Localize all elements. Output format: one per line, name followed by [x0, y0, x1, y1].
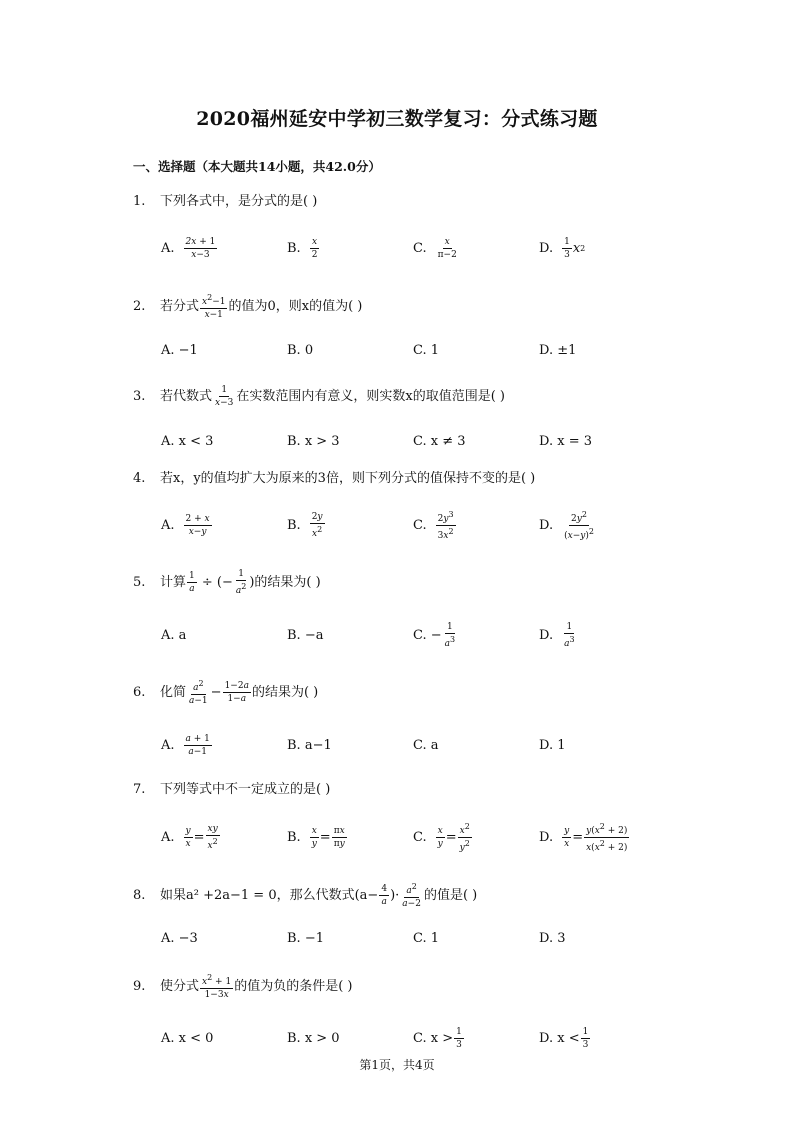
option-a[interactable]: A. −3 — [161, 930, 198, 946]
option-c[interactable]: C. x > $\frac{1}{3}$ — [413, 1026, 462, 1050]
question-7-options — [161, 822, 721, 852]
option-a[interactable]: A. $\frac{2x + 1}{x-3}$ — [161, 236, 216, 260]
fraction: $\frac{1}{a^3}$ — [564, 621, 575, 649]
fraction: $\frac{1}{3}$ — [564, 236, 570, 260]
fraction: $\frac{a^2}{a-1}$ — [189, 679, 208, 706]
option-a[interactable]: A. −1 — [161, 342, 198, 358]
question-1-options — [161, 233, 721, 263]
question-1-stem — [133, 192, 317, 212]
option-a[interactable]: A. x < 0 — [161, 1030, 214, 1046]
fraction: $\frac{1-2a}{1-a}$ — [224, 681, 249, 704]
option-b[interactable]: B. $\frac{2y}{x^2}$ — [287, 511, 323, 539]
section-heading: 一、选择题（本大题共14小题，共42.0分） — [133, 159, 381, 174]
question-3-stem: 3. 若代数式 $\frac{1}{x-3}$ 在实数范围内有意义，则实数x的取值范围是( ) — [133, 385, 505, 408]
page-title: 2020福州延安中学初三数学复习：分式练习题 — [196, 108, 598, 130]
fraction: $\frac{y}{x}$ — [564, 825, 570, 849]
option-c[interactable]: C. $\frac{x}{y}$ = $\frac{x^2}{y^2}$ — [413, 821, 470, 853]
question-6-options — [161, 730, 721, 760]
question-9-stem: 9. 使分式 $\frac{x^2 + 1}{1-3x}$ 的值为负的条件是( ) — [133, 973, 353, 1000]
fraction: $\frac{a + 1}{a-1}$ — [185, 733, 210, 757]
fraction: $\frac{\pi x}{\pi y}$ — [333, 825, 345, 849]
fraction: $\frac{x}{2}$ — [311, 236, 318, 260]
fraction: $\frac{2x + 1}{x-3}$ — [185, 236, 216, 260]
fraction: $\frac{xy}{x^2}$ — [207, 823, 218, 851]
option-c[interactable]: C. 1 — [413, 930, 440, 946]
option-d[interactable]: D. x < $\frac{1}{3}$ — [539, 1026, 589, 1050]
fraction: $\frac{1}{3}$ — [456, 1026, 462, 1050]
fraction: $\frac{1}{3}$ — [582, 1026, 589, 1050]
fraction: $\frac{2y^3}{3x^2}$ — [437, 509, 454, 541]
option-a[interactable]: A. $\frac{a + 1}{a-1}$ — [161, 733, 210, 757]
question-2-stem: 2. 若分式 $\frac{x^2-1}{x-1}$ 的值为0，则x的值为( ) — [133, 293, 363, 320]
option-d[interactable]: D. $\frac{1}{3}$ x 2 — [539, 236, 586, 260]
option-c[interactable]: C. $\frac{2y^3}{3x^2}$ — [413, 509, 454, 541]
fraction: $\frac{1}{a^2}$ — [235, 569, 247, 596]
fraction: $\frac{1}{x-3}$ — [215, 385, 234, 408]
fraction: $\frac{x^2}{y^2}$ — [459, 821, 470, 853]
fraction: $\frac{x}{y}$ — [437, 825, 443, 849]
option-a[interactable]: A. x < 3 — [161, 433, 214, 449]
page-footer: 第1页，共4页 — [359, 1058, 435, 1072]
option-d[interactable]: D. $\frac{y}{x}$ = $\frac{y(x^2 + 2)}{x(x^2 + 2)}$ — [539, 821, 628, 853]
question-4-options — [161, 510, 721, 540]
fraction: $\frac{4}{a}$ — [381, 884, 388, 907]
option-b[interactable]: B. −a — [287, 627, 324, 643]
option-c[interactable]: C. − $\frac{1}{a^3}$ — [413, 621, 456, 649]
fraction: $\frac{x^2-1}{x-1}$ — [202, 293, 226, 320]
fraction: $\frac{2 + x}{x-y}$ — [185, 513, 210, 537]
option-d[interactable]: D. ±1 — [539, 342, 577, 358]
option-b[interactable]: B. −1 — [287, 930, 324, 946]
fraction: $\frac{y(x^2 + 2)}{x(x^2 + 2)}$ — [586, 821, 628, 853]
question-4-stem: 4. 若x，y的值均扩大为原来的3倍，则下列分式的值保持不变的是( ) — [133, 471, 536, 486]
option-b[interactable]: B. 0 — [287, 342, 314, 358]
option-a[interactable]: A. $\frac{y}{x}$ = $\frac{xy}{x^2}$ — [161, 823, 218, 851]
question-8-options — [161, 923, 721, 953]
option-b[interactable]: B. $\frac{x}{y}$ = $\frac{\pi x}{\pi y}$ — [287, 825, 345, 849]
question-6-stem: 6. 化简 $\frac{a^2}{a-1}$ − $\frac{1-2a}{1-a}$ 的结果为( ) — [133, 679, 319, 706]
question-3-options — [161, 426, 721, 456]
fraction: $\frac{x}{y}$ — [311, 825, 317, 849]
option-b[interactable]: B. x > 3 — [287, 433, 340, 449]
option-d[interactable]: D. x = 3 — [539, 433, 592, 449]
option-a[interactable]: A. a — [161, 627, 187, 643]
option-c[interactable]: C. 1 — [413, 342, 440, 358]
fraction: $\frac{2y}{x^2}$ — [311, 511, 323, 539]
option-b[interactable]: B. x > 0 — [287, 1030, 340, 1046]
question-8-stem: 8. 如果a² +2a−1 = 0，那么代数式(a− $\frac{4}{a}$ )· $\frac{a^2}{a-2}$ 的值是( ) — [133, 882, 478, 909]
question-text: 下列各式中，是分式的是( ) — [160, 194, 318, 209]
option-c[interactable]: C. a — [413, 737, 439, 753]
question-7-stem: 7. 下列等式中不一定成立的是( ) — [133, 782, 331, 797]
fraction: $\frac{1}{a}$ — [189, 571, 195, 594]
option-b[interactable]: B. $\frac{x}{2}$ — [287, 236, 318, 260]
fraction: $\frac{2y^2}{(x-y)^2}$ — [564, 509, 594, 541]
fraction: $\frac{1}{a^3}$ — [444, 621, 456, 649]
fraction: $\frac{a^2}{a-2}$ — [402, 882, 421, 909]
option-c[interactable]: C. x ≠ 3 — [413, 433, 466, 449]
option-d[interactable]: D. $\frac{1}{a^3}$ — [539, 621, 575, 649]
question-5-options — [161, 620, 721, 650]
option-b[interactable]: B. a−1 — [287, 737, 332, 753]
option-d[interactable]: D. $\frac{2y^2}{(x-y)^2}$ — [539, 509, 594, 541]
fraction: $\frac{x}{\pi-2}$ — [437, 236, 457, 260]
question-number: 1. — [133, 194, 146, 209]
fraction: $\frac{y}{x}$ — [185, 825, 191, 849]
option-d[interactable]: D. 1 — [539, 737, 566, 753]
question-2-options — [161, 335, 721, 365]
question-5-stem: 5. 计算 $\frac{1}{a}$ ÷ (− $\frac{1}{a^2}$ )的结果为( ) — [133, 569, 321, 596]
option-d[interactable]: D. 3 — [539, 930, 566, 946]
question-9-options — [161, 1023, 721, 1053]
fraction: $\frac{x^2 + 1}{1-3x}$ — [202, 973, 232, 1000]
option-c[interactable]: C. $\frac{x}{\pi-2}$ — [413, 236, 457, 260]
option-a[interactable]: A. $\frac{2 + x}{x-y}$ — [161, 513, 210, 537]
